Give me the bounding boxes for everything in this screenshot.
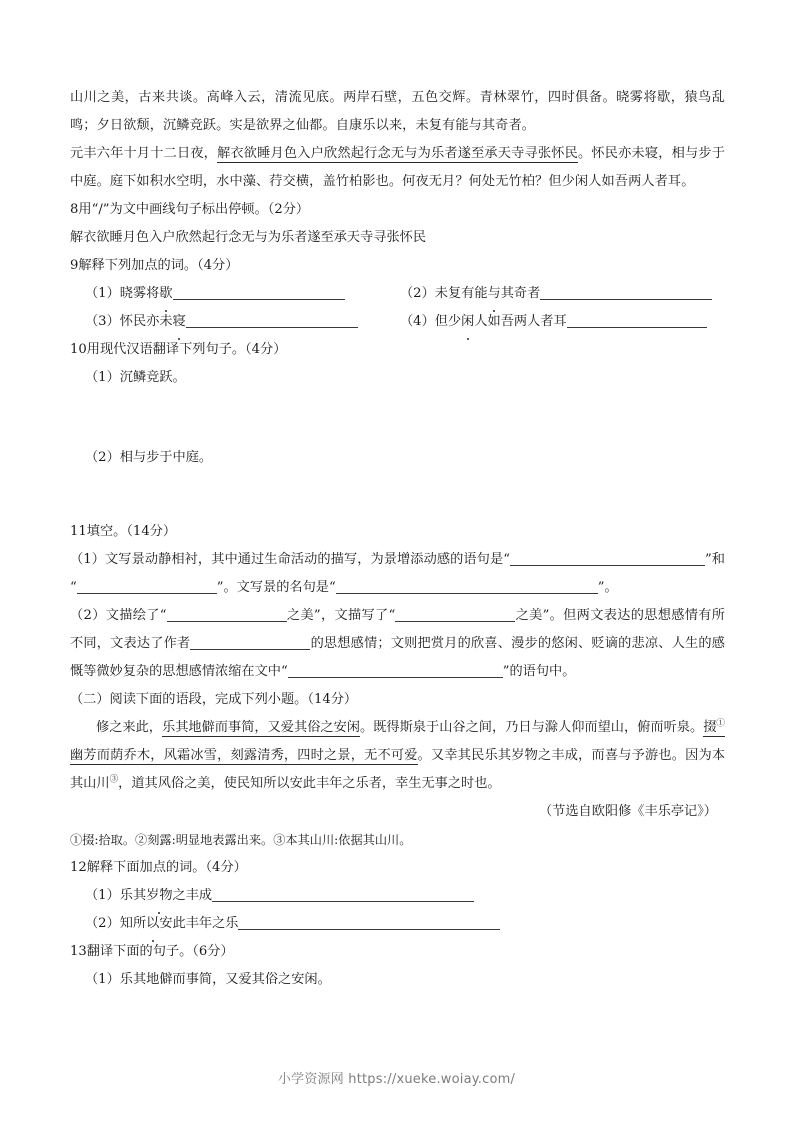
q11-text-2d: 的思想感情；文则把赏月的欣喜、漫步的悠闲、贬谪的悲凉、人生的感慨等微妙复杂的思想感情浓缩在文中“ bbox=[70, 636, 725, 679]
question-10-item-2: （2）相与步于中庭。 bbox=[85, 450, 213, 465]
question-9-stem: 9解释下列加点的词。（4分） bbox=[70, 258, 239, 273]
section-two-passage bbox=[70, 714, 725, 798]
answer-blank[interactable] bbox=[540, 285, 712, 300]
section-two-heading: （二）阅读下面的语段，完成下列小题。（14分） bbox=[70, 692, 358, 707]
footnotes: ①掇:拾取。②刻露:明显地表露出来。③本其山川:依据其山川。 bbox=[70, 833, 412, 847]
item-text-post: 人如吾两人者耳 bbox=[474, 314, 567, 329]
answer-blank[interactable] bbox=[567, 313, 707, 328]
item-text-pre: 怀民亦未 bbox=[119, 314, 173, 329]
question-9-item-2 bbox=[385, 280, 712, 308]
item-text-post: 安此丰年之乐 bbox=[159, 916, 239, 931]
passage-text-d-start: 掇 bbox=[703, 720, 717, 735]
passage-two-prefix: 元丰六年十月十二日夜， bbox=[70, 146, 218, 161]
q11-text-e: ”。 bbox=[597, 580, 618, 595]
passage-text-a: 修之来此， bbox=[96, 720, 162, 735]
answer-blank[interactable] bbox=[190, 635, 310, 650]
question-11-item-1 bbox=[70, 546, 725, 602]
footnote-marker-1: ① bbox=[716, 718, 726, 729]
item-number: （2） bbox=[85, 916, 120, 931]
emphasis-dot-char: 闲 bbox=[461, 308, 474, 336]
item-text-pre: 乐其 bbox=[119, 888, 147, 903]
question-9-item-4 bbox=[385, 308, 707, 336]
question-12-item-2 bbox=[70, 910, 725, 938]
emphasis-dot-char: 歇 bbox=[159, 280, 172, 308]
answer-blank[interactable] bbox=[336, 579, 598, 594]
underlined-clause-1: 乐其地僻而事简，又爱其俗之安闲 bbox=[162, 720, 360, 735]
q11-text-a: （1）文写景动静相衬，其中通过生命活动的描写，为景增添动感的语句是“ bbox=[70, 552, 510, 567]
item-number: （1） bbox=[85, 286, 120, 301]
q11-text-2b: 之美”，文描写了“ bbox=[286, 608, 396, 623]
emphasis-dot-char: 寝 bbox=[173, 308, 186, 336]
passage-text-c: 。既得斯泉于山谷之间，乃日与滁人仰而望山，俯而听泉。 bbox=[360, 720, 704, 735]
item-text-pre: 知所 bbox=[119, 916, 147, 931]
item-number: （3） bbox=[85, 314, 120, 329]
question-12-item-1 bbox=[70, 882, 725, 910]
question-9-item-1 bbox=[70, 280, 385, 308]
passage-text-d-rest: 幽芳而荫乔木，风霜冰雪，刻露清秀，四时之景，无不可爱 bbox=[70, 748, 418, 763]
question-10-stem: 10用现代汉语翻译下列句子。（4分） bbox=[70, 342, 287, 357]
passage-attribution: （节选自欧阳修《丰乐亭记》） bbox=[538, 804, 717, 819]
answer-blank[interactable] bbox=[238, 915, 500, 930]
item-number: （2） bbox=[400, 286, 435, 301]
answer-blank[interactable] bbox=[77, 579, 217, 594]
answer-blank[interactable] bbox=[395, 607, 515, 622]
q11-text-2c: 之美”。但两文表达的思想感情有所不同，文表达了作者 bbox=[70, 608, 725, 651]
answer-blank[interactable] bbox=[186, 313, 358, 328]
answer-blank[interactable] bbox=[510, 551, 705, 566]
question-9-item-3 bbox=[70, 308, 385, 336]
question-11-stem: 11填空。（14分） bbox=[70, 524, 177, 539]
question-13-item-1: （1）乐其地僻而事简，又爱其俗之安闲。 bbox=[85, 972, 331, 987]
q11-text-d: ”。文写景的名句是“ bbox=[216, 580, 336, 595]
item-text-post: 其奇者 bbox=[500, 286, 541, 301]
answer-blank[interactable] bbox=[212, 887, 474, 902]
footnote-marker-3: ③ bbox=[109, 774, 119, 785]
question-11-item-2 bbox=[70, 602, 725, 686]
footer-watermark: 小学资源网 https://xueke.woiay.com/ bbox=[277, 1072, 516, 1087]
answer-blank[interactable] bbox=[173, 285, 345, 300]
item-text-post: 之丰成 bbox=[172, 888, 213, 903]
answer-space-10-2[interactable] bbox=[70, 472, 725, 518]
emphasis-dot-char: 与 bbox=[488, 280, 501, 308]
question-8-sentence: 解衣欲睡月色入户欣然起行念无与为乐者遂至承天寺寻张怀民 bbox=[70, 230, 427, 245]
q11-text-c: “ bbox=[70, 580, 77, 595]
q11-text-b: ”和 bbox=[704, 552, 725, 567]
passage-text-f: ，道其风俗之美，使民知所以安此丰年之乐者，幸生无事之时也。 bbox=[118, 776, 501, 791]
answer-space-10-1[interactable] bbox=[70, 392, 725, 444]
question-8-stem: 8用“/”为文中画线句子标出停顿。（2分） bbox=[70, 202, 310, 217]
emphasis-dot-char: 岁物 bbox=[146, 882, 172, 910]
q11-text-2e: ”的语句中。 bbox=[502, 664, 576, 679]
passage-two-suffix: 。怀民亦未寝，相与步于中庭。庭下如积水空明，水中藻、荇交横，盖竹柏影也。何夜无月？何处无竹柏？但少闲人如吾两人者耳。 bbox=[70, 146, 725, 189]
passage-one-paragraph-2 bbox=[70, 140, 725, 196]
passage-text-e: 。又幸其民乐其岁物之丰成，而喜与予游也。因为本其山川 bbox=[70, 748, 726, 791]
passage-one-paragraph-1: 山川之美，古来共谈。高峰入云，清流见底。两岸石壁，五色交辉。青林翠竹，四时俱备。晓雾将歇，猿鸟乱鸣；夕日欲颓，沉鳞竞跃。实是欲界之仙都。自康乐以来，未复有能与其奇者。 bbox=[70, 90, 725, 133]
item-text-pre: 未复有能 bbox=[434, 286, 488, 301]
item-text-pre: 晓雾将 bbox=[119, 286, 160, 301]
item-number: （1） bbox=[85, 888, 120, 903]
q11-text-2a: （2）文描绘了“ bbox=[70, 608, 167, 623]
item-text-pre: 但少 bbox=[434, 314, 462, 329]
question-9-row-2 bbox=[70, 308, 725, 336]
underlined-sentence: 解衣欲睡月色入户欣然起行念无与为乐者遂至承天寺寻张怀民 bbox=[217, 146, 579, 161]
answer-blank[interactable] bbox=[167, 607, 287, 622]
question-13-stem: 13翻译下面的句子。（6分） bbox=[70, 944, 234, 959]
item-number: （4） bbox=[400, 314, 435, 329]
emphasis-dot-char: 以 bbox=[146, 910, 159, 938]
answer-blank[interactable] bbox=[288, 663, 503, 678]
question-10-item-1: （1）沉鳞竞跃。 bbox=[85, 370, 186, 385]
question-9-row-1 bbox=[70, 280, 725, 308]
question-12-stem: 12解释下面加点的词。（4分） bbox=[70, 860, 247, 875]
